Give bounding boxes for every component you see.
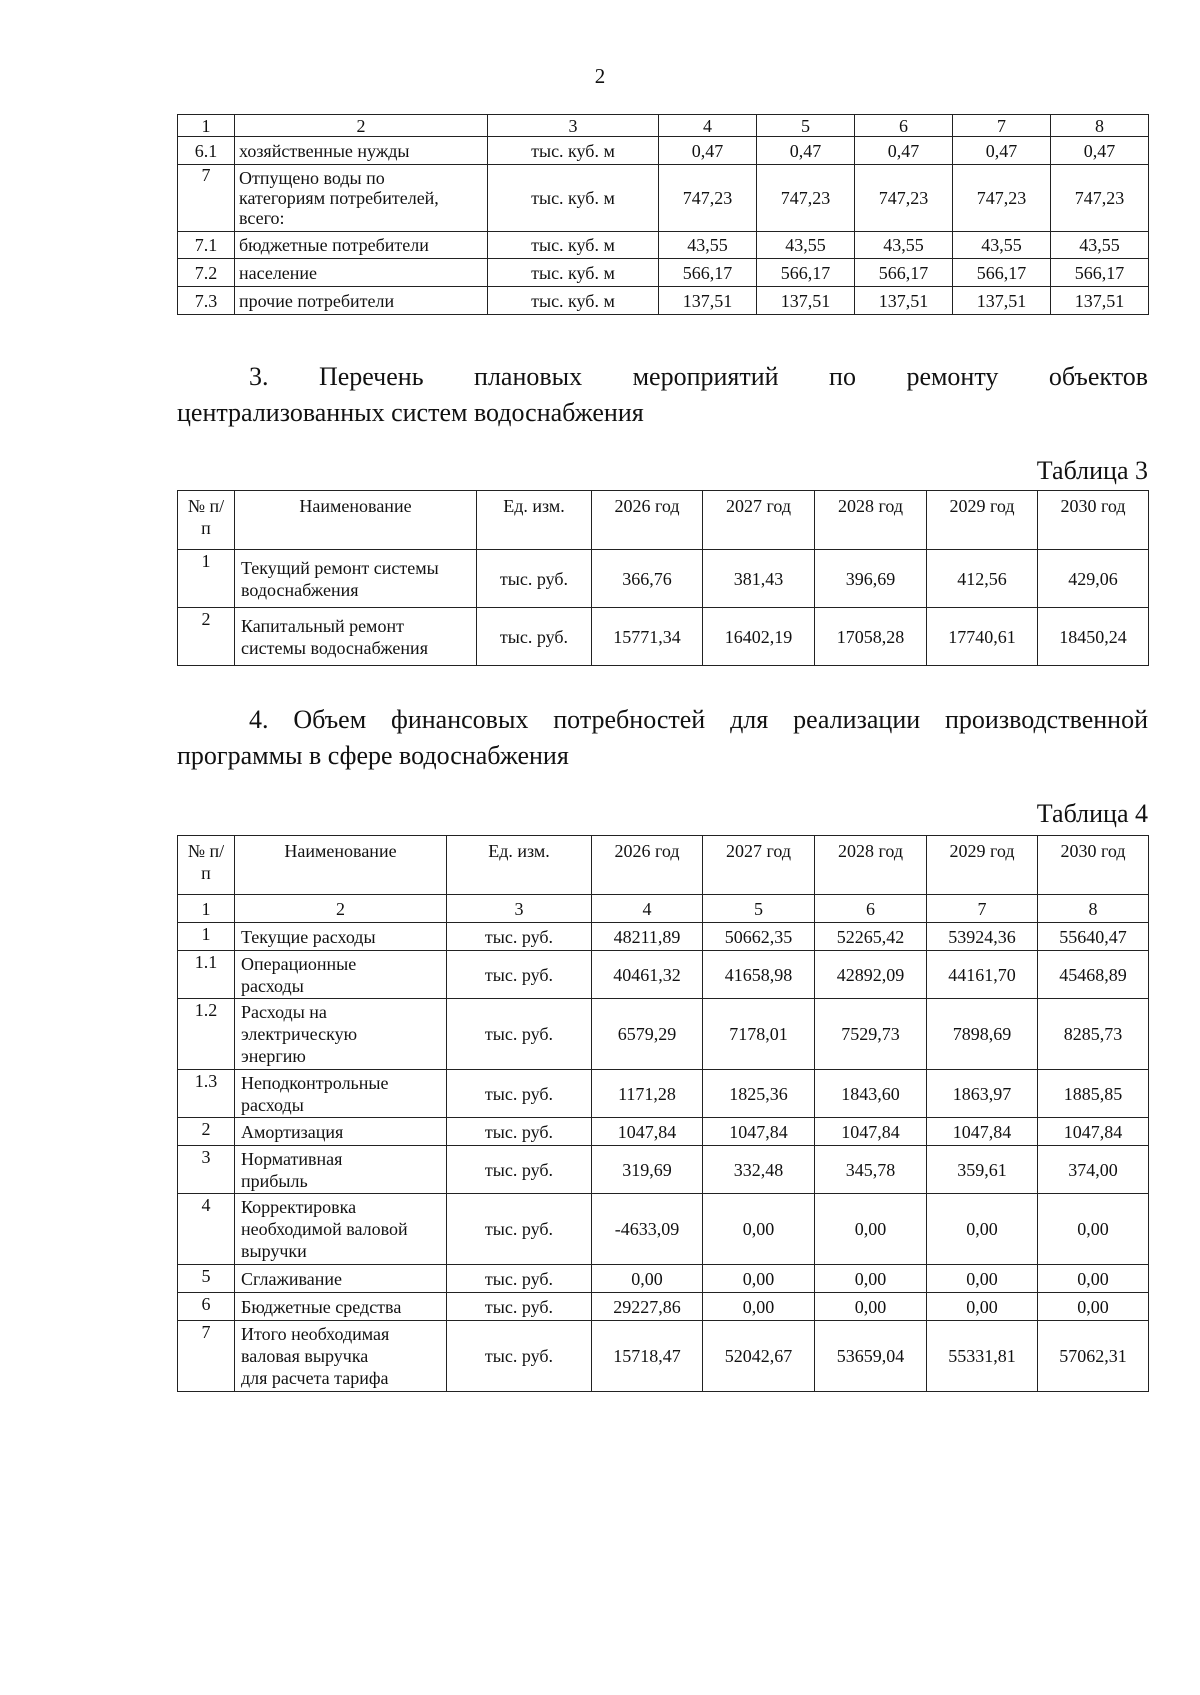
header-year-cell: 2029 год — [927, 491, 1038, 550]
row-number-cell: 7.3 — [178, 287, 235, 315]
column-index-cell: 6 — [815, 895, 927, 923]
value-cell: 50662,35 — [703, 923, 815, 951]
table-4-label: Таблица 4 — [1036, 799, 1148, 828]
table-row — [178, 1265, 1149, 1293]
value-cell: 15718,47 — [592, 1321, 703, 1392]
value-cell: 1171,28 — [592, 1070, 703, 1118]
value-cell: 48211,89 — [592, 923, 703, 951]
row-name-cell: бюджетные потребители — [235, 232, 488, 259]
row-name-cell-line: Отпущено воды по — [239, 168, 385, 188]
section-3-title — [177, 359, 1148, 431]
unit-cell: тыс. куб. м — [488, 259, 659, 287]
row-name-cell-line: Капитальный ремонт — [241, 615, 404, 636]
water-supply-table-continued — [177, 114, 1149, 315]
value-cell: 1047,84 — [592, 1118, 703, 1146]
value-cell: 55640,47 — [1038, 923, 1149, 951]
table-row — [178, 287, 1149, 315]
value-cell: 332,48 — [703, 1146, 815, 1194]
row-name-cell — [235, 951, 447, 999]
unit-cell: тыс. куб. м — [488, 232, 659, 259]
unit-cell: тыс. куб. м — [488, 287, 659, 315]
header-year-cell: 2029 год — [927, 836, 1038, 895]
value-cell: 0,00 — [703, 1194, 815, 1265]
financial-needs-table — [177, 835, 1149, 1392]
row-name-cell-line: прибыль — [241, 1170, 308, 1191]
unit-cell: тыс. руб. — [477, 550, 592, 608]
row-name-cell — [235, 165, 488, 232]
value-cell: 345,78 — [815, 1146, 927, 1194]
value-cell: 53924,36 — [927, 923, 1038, 951]
unit-cell: тыс. руб. — [447, 1070, 592, 1118]
row-name-cell — [235, 1321, 447, 1392]
value-cell: 137,51 — [1051, 287, 1149, 315]
value-cell: 1885,85 — [1038, 1070, 1149, 1118]
row-name-cell-line: валовая выручка — [241, 1346, 369, 1366]
table-row — [178, 608, 1149, 666]
row-name-cell — [235, 1293, 447, 1321]
column-index-cell: 3 — [447, 895, 592, 923]
value-cell: 57062,31 — [1038, 1321, 1149, 1392]
table-row — [178, 137, 1149, 165]
section-4-title-line-1: 4. Объем финансовых потребностей для реализации производственной — [249, 705, 1148, 734]
value-cell: 396,69 — [815, 550, 927, 608]
header-unit-cell: Ед. изм. — [477, 491, 592, 550]
column-index-cell: 1 — [178, 115, 235, 137]
column-index-cell: 3 — [488, 115, 659, 137]
row-number-cell: 2 — [178, 608, 235, 666]
value-cell: 43,55 — [659, 232, 757, 259]
value-cell: 747,23 — [757, 165, 855, 232]
header-year-cell: 2026 год — [592, 491, 703, 550]
value-cell: 137,51 — [855, 287, 953, 315]
value-cell: 52042,67 — [703, 1321, 815, 1392]
value-cell: 52265,42 — [815, 923, 927, 951]
row-name-cell-line: необходимой валовой — [241, 1219, 408, 1239]
unit-cell: тыс. куб. м — [488, 137, 659, 165]
repair-plan-table — [177, 490, 1149, 666]
row-number-cell: 7 — [178, 1321, 235, 1392]
column-index-cell: 4 — [592, 895, 703, 923]
table-row — [178, 951, 1149, 999]
value-cell: 137,51 — [953, 287, 1051, 315]
table-row — [178, 165, 1149, 232]
unit-cell: тыс. руб. — [447, 1118, 592, 1146]
column-index-cell: 5 — [703, 895, 815, 923]
row-name-cell-line: всего: — [239, 208, 285, 228]
value-cell: 0,47 — [1051, 137, 1149, 165]
value-cell: 0,00 — [703, 1293, 815, 1321]
column-index-cell: 2 — [235, 115, 488, 137]
row-name-cell: прочие потребители — [235, 287, 488, 315]
value-cell: 1843,60 — [815, 1070, 927, 1118]
row-name-cell-line: Сглаживание — [241, 1268, 343, 1289]
row-name-cell-line: электрическую — [241, 1024, 358, 1044]
row-name-cell-line: Амортизация — [241, 1121, 344, 1142]
header-year-cell: 2030 год — [1038, 491, 1149, 550]
table-header-row — [178, 836, 1149, 895]
row-name-cell-line: водоснабжения — [241, 579, 359, 600]
value-cell: 137,51 — [757, 287, 855, 315]
value-cell: 42892,09 — [815, 951, 927, 999]
value-cell: 43,55 — [953, 232, 1051, 259]
header-year-cell: 2030 год — [1038, 836, 1149, 895]
value-cell: 0,00 — [815, 1293, 927, 1321]
unit-cell: тыс. руб. — [447, 1146, 592, 1194]
unit-cell: тыс. руб. — [447, 999, 592, 1070]
value-cell: 0,00 — [927, 1265, 1038, 1293]
unit-cell: тыс. руб. — [447, 1265, 592, 1293]
table-row — [178, 550, 1149, 608]
table-3-label: Таблица 3 — [1036, 456, 1148, 485]
value-cell: 8285,73 — [1038, 999, 1149, 1070]
table-row — [178, 1194, 1149, 1265]
column-index-cell: 4 — [659, 115, 757, 137]
row-name-cell-line: системы водоснабжения — [241, 637, 428, 658]
value-cell: 747,23 — [659, 165, 757, 232]
row-number-cell: 6 — [178, 1293, 235, 1321]
value-cell: 18450,24 — [1038, 608, 1149, 666]
table-row — [178, 999, 1149, 1070]
value-cell: 137,51 — [659, 287, 757, 315]
row-number-cell: 1 — [178, 923, 235, 951]
header-number-cell: № п/п — [178, 491, 235, 550]
table-row — [178, 1293, 1149, 1321]
value-cell: 0,00 — [1038, 1194, 1149, 1265]
value-cell: 1825,36 — [703, 1070, 815, 1118]
value-cell: 43,55 — [1051, 232, 1149, 259]
row-name-cell-line: Текущие расходы — [241, 926, 376, 947]
row-name-cell-line: Неподконтрольные — [241, 1072, 389, 1093]
value-cell: 41658,98 — [703, 951, 815, 999]
section-3-title-line-1: 3. Перечень плановых мероприятий по ремонту объектов — [249, 362, 1148, 391]
row-number-cell: 3 — [178, 1146, 235, 1194]
value-cell: 366,76 — [592, 550, 703, 608]
unit-cell: тыс. руб. — [447, 951, 592, 999]
value-cell: -4633,09 — [592, 1194, 703, 1265]
row-name-cell-line: расходы — [241, 975, 304, 996]
value-cell: 45468,89 — [1038, 951, 1149, 999]
value-cell: 44161,70 — [927, 951, 1038, 999]
value-cell: 40461,32 — [592, 951, 703, 999]
value-cell: 0,00 — [927, 1293, 1038, 1321]
value-cell: 566,17 — [659, 259, 757, 287]
row-name-cell-line: расходы — [241, 1094, 304, 1115]
row-number-cell: 6.1 — [178, 137, 235, 165]
value-cell: 7898,69 — [927, 999, 1038, 1070]
row-name-cell — [235, 1146, 447, 1194]
column-index-cell: 8 — [1038, 895, 1149, 923]
value-cell: 15771,34 — [592, 608, 703, 666]
unit-cell: тыс. руб. — [447, 1321, 592, 1392]
header-unit-cell: Ед. изм. — [447, 836, 592, 895]
row-number-cell: 7 — [178, 165, 235, 232]
section-3-title-line-2: централизованных систем водоснабжения — [177, 398, 644, 427]
row-name-cell-line: Итого необходимая — [241, 1324, 390, 1344]
row-name-cell-line: Текущий ремонт системы — [241, 557, 439, 578]
unit-cell: тыс. руб. — [447, 923, 592, 951]
row-name-cell-line: категориям потребителей, — [239, 188, 439, 208]
value-cell: 17058,28 — [815, 608, 927, 666]
value-cell: 747,23 — [1051, 165, 1149, 232]
column-index-row — [178, 895, 1149, 923]
row-name-cell — [235, 1070, 447, 1118]
value-cell: 0,00 — [815, 1265, 927, 1293]
value-cell: 7529,73 — [815, 999, 927, 1070]
value-cell: 7178,01 — [703, 999, 815, 1070]
value-cell: 29227,86 — [592, 1293, 703, 1321]
value-cell: 359,61 — [927, 1146, 1038, 1194]
column-index-cell: 5 — [757, 115, 855, 137]
header-year-cell: 2027 год — [703, 491, 815, 550]
row-name-cell — [235, 1118, 447, 1146]
row-name-cell — [235, 1194, 447, 1265]
table-header-row — [178, 115, 1149, 137]
value-cell: 566,17 — [757, 259, 855, 287]
table-row — [178, 232, 1149, 259]
column-index-cell: 1 — [178, 895, 235, 923]
section-4-title-line-2: программы в сфере водоснабжения — [177, 741, 569, 770]
table-row — [178, 1070, 1149, 1118]
value-cell: 1047,84 — [703, 1118, 815, 1146]
column-index-cell: 6 — [855, 115, 953, 137]
value-cell: 55331,81 — [927, 1321, 1038, 1392]
row-number-cell: 4 — [178, 1194, 235, 1265]
page-number: 2 — [594, 64, 606, 88]
row-name-cell — [235, 999, 447, 1070]
row-number-cell: 7.2 — [178, 259, 235, 287]
row-name-cell-line: для расчета тарифа — [241, 1368, 389, 1388]
value-cell: 43,55 — [757, 232, 855, 259]
column-index-cell: 7 — [953, 115, 1051, 137]
row-number-cell: 1.3 — [178, 1070, 235, 1118]
header-year-cell: 2028 год — [815, 491, 927, 550]
row-name-cell-line: Операционные — [241, 953, 357, 974]
value-cell: 381,43 — [703, 550, 815, 608]
value-cell: 53659,04 — [815, 1321, 927, 1392]
value-cell: 429,06 — [1038, 550, 1149, 608]
row-name-cell: население — [235, 259, 488, 287]
section-4-title — [177, 702, 1148, 774]
header-name-cell: Наименование — [235, 836, 447, 895]
value-cell: 747,23 — [953, 165, 1051, 232]
header-year-cell: 2027 год — [703, 836, 815, 895]
value-cell: 0,00 — [927, 1194, 1038, 1265]
row-number-cell: 2 — [178, 1118, 235, 1146]
row-name-cell-line: Бюджетные средства — [241, 1296, 402, 1317]
row-name-cell-line: Расходы на — [241, 1002, 327, 1022]
row-name-cell-line: Корректировка — [241, 1197, 357, 1217]
table-row — [178, 923, 1149, 951]
value-cell: 0,00 — [815, 1194, 927, 1265]
unit-cell: тыс. руб. — [477, 608, 592, 666]
value-cell: 566,17 — [855, 259, 953, 287]
header-year-cell: 2028 год — [815, 836, 927, 895]
value-cell: 566,17 — [1051, 259, 1149, 287]
value-cell: 17740,61 — [927, 608, 1038, 666]
header-year-cell: 2026 год — [592, 836, 703, 895]
unit-cell: тыс. руб. — [447, 1194, 592, 1265]
value-cell: 1047,84 — [927, 1118, 1038, 1146]
table-row — [178, 259, 1149, 287]
value-cell: 0,47 — [757, 137, 855, 165]
value-cell: 319,69 — [592, 1146, 703, 1194]
row-number-cell: 5 — [178, 1265, 235, 1293]
value-cell: 0,47 — [953, 137, 1051, 165]
row-number-cell: 1 — [178, 550, 235, 608]
column-index-cell: 2 — [235, 895, 447, 923]
table-row — [178, 1146, 1149, 1194]
value-cell: 0,47 — [659, 137, 757, 165]
row-name-cell — [235, 1265, 447, 1293]
header-number-cell: № п/п — [178, 836, 235, 895]
value-cell: 566,17 — [953, 259, 1051, 287]
value-cell: 0,00 — [1038, 1265, 1149, 1293]
value-cell: 1047,84 — [815, 1118, 927, 1146]
value-cell: 1047,84 — [1038, 1118, 1149, 1146]
row-name-cell-line: энергию — [241, 1046, 306, 1066]
value-cell: 0,00 — [1038, 1293, 1149, 1321]
row-name-cell-line: выручки — [241, 1241, 307, 1261]
row-name-cell — [235, 608, 477, 666]
row-number-cell: 1.1 — [178, 951, 235, 999]
value-cell: 6579,29 — [592, 999, 703, 1070]
value-cell: 747,23 — [855, 165, 953, 232]
table-header-row — [178, 491, 1149, 550]
value-cell: 1863,97 — [927, 1070, 1038, 1118]
row-name-cell — [235, 550, 477, 608]
unit-cell: тыс. руб. — [447, 1293, 592, 1321]
value-cell: 0,47 — [855, 137, 953, 165]
column-index-cell: 7 — [927, 895, 1038, 923]
value-cell: 374,00 — [1038, 1146, 1149, 1194]
column-index-cell: 8 — [1051, 115, 1149, 137]
row-number-cell: 1.2 — [178, 999, 235, 1070]
value-cell: 0,00 — [592, 1265, 703, 1293]
row-name-cell-line: Нормативная — [241, 1148, 343, 1169]
table-row — [178, 1321, 1149, 1392]
unit-cell: тыс. куб. м — [488, 165, 659, 232]
row-name-cell — [235, 923, 447, 951]
value-cell: 16402,19 — [703, 608, 815, 666]
value-cell: 43,55 — [855, 232, 953, 259]
row-name-cell: хозяйственные нужды — [235, 137, 488, 165]
table-row — [178, 1118, 1149, 1146]
value-cell: 0,00 — [703, 1265, 815, 1293]
value-cell: 412,56 — [927, 550, 1038, 608]
header-name-cell: Наименование — [235, 491, 477, 550]
row-number-cell: 7.1 — [178, 232, 235, 259]
